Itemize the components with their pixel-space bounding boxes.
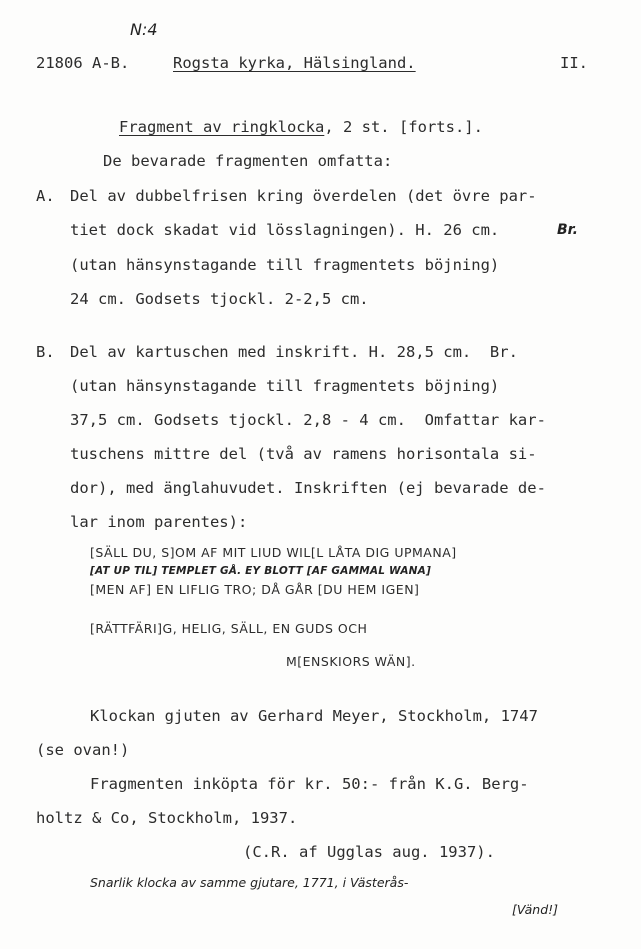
item-a-line-4: 24 cm. Godsets tjockl. 2-2,5 cm. [70,290,369,308]
item-b-line-1: Del av kartuschen med inskrift. H. 28,5 cm. Br. [70,343,518,361]
inscription-line-3: [RÄTTFÄRI]G, HELIG, SÄLL, EN GUDS OCH [90,621,368,636]
founder-note-line-2: (se ovan!) [36,741,130,759]
inscription-handwritten-line: [AT UP TIL] TEMPLET GÅ. EY BLOTT [AF GAMMAL WANA] [90,565,431,577]
inscription-line-4: M[ENSKIORS WÄN]. [286,654,416,669]
handwritten-note-line-1: Snarlik klocka av samme gjutare, 1771, i Västerås- [90,875,409,890]
item-a-line-3: (utan hänsynstagande till fragmentets böjning) [70,256,500,274]
section-title: Fragment av ringklocka [119,118,325,136]
item-b-line-3: 37,5 cm. Godsets tjockl. 2,8 - 4 cm. Omfattar kar- [70,411,546,429]
item-a-handwritten-br: Br. [557,222,578,238]
author-signature: (C.R. af Ugglas aug. 1937). [243,843,495,861]
item-a-letter: A. [36,187,55,205]
item-a-line-2: tiet dock skadat vid lösslagningen). H. 26 cm. [70,221,500,239]
item-b-line-6: lar inom parentes): [70,513,248,531]
intro-line: De bevarade fragmenten omfatta: [103,152,393,170]
section-title-suffix: , 2 st. [forts.]. [324,118,483,136]
purchase-note-line-2: holtz & Co, Stockholm, 1937. [36,809,298,827]
item-b-line-2: (utan hänsynstagande till fragmentets böjning) [70,377,500,395]
handwritten-note-line-2: [Vänd!] [512,902,559,917]
inventory-number: 21806 A-B. [36,54,130,72]
founder-note-line-1: Klockan gjuten av Gerhard Meyer, Stockholm, 1747 [90,707,538,725]
card-number-handwritten: N:4 [130,20,158,39]
volume-number: II. [560,54,588,72]
section-title-line [119,120,483,136]
item-b-line-5: dor), med änglahuvudet. Inskriften (ej bevarade de- [70,479,546,497]
item-b-line-4: tuschens mittre del (två av ramens horisontala si- [70,445,537,463]
item-a-line-1: Del av dubbelfrisen kring överdelen (det övre par- [70,187,537,205]
location-heading: Rogsta kyrka, Hälsingland. [173,54,416,72]
item-b-letter: B. [36,343,55,361]
inscription-line-2: [MEN AF] EN LIFLIG TRO; DÅ GÅR [DU HEM IGEN] [90,582,420,597]
purchase-note-line-1: Fragmenten inköpta för kr. 50:- från K.G. Berg- [90,775,529,793]
inscription-line-1: [SÄLL DU, S]OM AF MIT LIUD WIL[L LÅTA DIG UPMANA] [90,545,457,560]
